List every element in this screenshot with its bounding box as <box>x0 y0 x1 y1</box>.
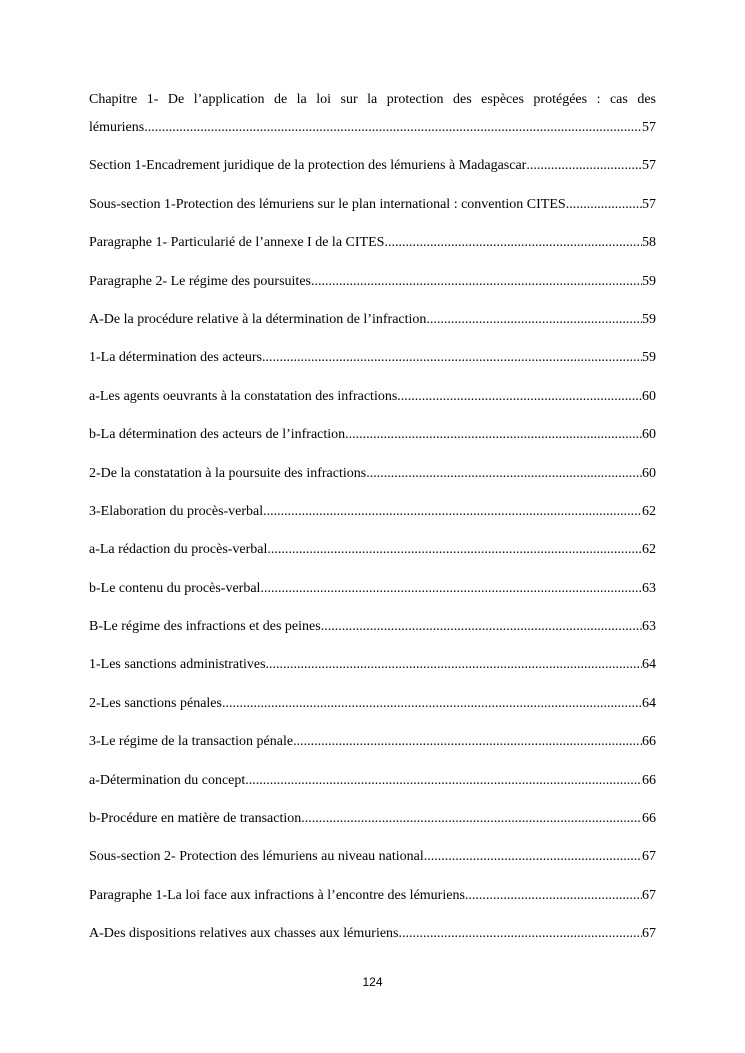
toc-entry-title: Paragraphe 1- Particularié de l’annexe I de la CITES <box>89 235 385 251</box>
toc-page-number: 60 <box>642 427 656 443</box>
dot-leader <box>397 385 642 409</box>
toc-entry <box>89 653 656 677</box>
toc-entry-title: a-La rédaction du procès-verbal <box>89 542 268 558</box>
toc-page-number: 64 <box>642 657 656 673</box>
toc-entry <box>89 577 656 601</box>
toc-entry-title: Paragraphe 2- Le régime des poursuites <box>89 273 311 289</box>
toc-page-number: 57 <box>642 158 656 174</box>
toc-entry <box>89 270 656 294</box>
dot-leader <box>144 116 642 140</box>
dot-leader <box>526 154 642 178</box>
dot-leader <box>260 577 642 601</box>
toc-entry-title: A-Des dispositions relatives aux chasses aux lémuriens <box>89 926 399 942</box>
toc-page-number: 63 <box>642 580 656 596</box>
toc-entry <box>89 845 656 869</box>
dot-leader <box>266 653 642 677</box>
dot-leader <box>465 884 642 908</box>
dot-leader <box>301 807 642 831</box>
toc-entry <box>89 615 656 639</box>
toc-entry <box>89 922 656 946</box>
toc-entry <box>89 769 656 793</box>
toc-page-number: 63 <box>642 619 656 635</box>
toc-entry-title: Sous-section 1-Protection des lémuriens sur le plan international : convention CITES <box>89 196 566 212</box>
toc-entry-title: b-Le contenu du procès-verbal <box>89 580 261 596</box>
toc-page-number: 59 <box>642 311 656 327</box>
toc-entry-title: 1-Les sanctions administratives <box>89 657 266 673</box>
toc-entry-title: 2-Les sanctions pénales <box>89 695 222 711</box>
page-number: 124 <box>362 975 383 989</box>
toc-entry <box>89 538 656 562</box>
toc-entry <box>89 807 656 831</box>
dot-leader <box>566 193 642 217</box>
toc-entry-title: 2-De la constatation à la poursuite des infractions <box>89 465 367 481</box>
toc-entry <box>89 308 656 332</box>
dot-leader <box>345 423 642 447</box>
dot-leader <box>293 730 642 754</box>
toc-page-number: 57 <box>642 196 656 212</box>
toc-entry-chapter-1 <box>89 88 656 140</box>
toc-page-number: 62 <box>642 542 656 558</box>
toc-page-number: 66 <box>642 811 656 827</box>
dot-leader <box>424 845 642 869</box>
toc-page-number: 59 <box>642 350 656 366</box>
toc-page-number: 67 <box>642 926 656 942</box>
toc-entry <box>89 462 656 486</box>
toc-page-number: 60 <box>642 465 656 481</box>
dot-leader <box>399 922 643 946</box>
toc-entry <box>89 231 656 255</box>
toc-entry-title: B-Le régime des infractions et des peines <box>89 619 321 635</box>
toc-page-number: 60 <box>642 388 656 404</box>
dot-leader <box>263 500 642 524</box>
toc-entry-title: a-Détermination du concept <box>89 772 246 788</box>
toc-page-number: 66 <box>642 734 656 750</box>
toc-page-number: 58 <box>642 235 656 251</box>
dot-leader <box>262 346 642 370</box>
toc-entry-title-line2: lémuriens <box>89 120 145 135</box>
toc-page-number: 59 <box>642 273 656 289</box>
toc-entry-title-line1: Chapitre 1- De l’application de la loi sur la protection des espèces protégées : cas des <box>89 92 656 107</box>
toc-entry <box>89 423 656 447</box>
toc-entry <box>89 193 656 217</box>
toc-entry <box>89 385 656 409</box>
toc-page-number: 57 <box>642 120 656 135</box>
toc-entry-title: Paragraphe 1-La loi face aux infractions à l’encontre des lémuriens <box>89 887 465 903</box>
dot-leader <box>426 308 642 332</box>
toc-entry <box>89 692 656 716</box>
dot-leader <box>384 231 642 255</box>
toc-entry-title: 3-Le régime de la transaction pénale <box>89 734 294 750</box>
toc-entry-title: a-Les agents oeuvrants à la constatation des infractions <box>89 388 398 404</box>
toc-page-number: 67 <box>642 849 656 865</box>
dot-leader <box>267 538 642 562</box>
toc-entry-title: b-La détermination des acteurs de l’infraction <box>89 427 346 443</box>
table-of-contents <box>89 88 656 961</box>
toc-entry-title: Sous-section 2- Protection des lémuriens au niveau national <box>89 849 424 865</box>
toc-entry <box>89 346 656 370</box>
toc-entry-title: 1-La détermination des acteurs <box>89 350 262 366</box>
toc-entry <box>89 500 656 524</box>
toc-entry-title: Section 1-Encadrement juridique de la protection des lémuriens à Madagascar <box>89 158 527 174</box>
toc-entry-title: A-De la procédure relative à la détermination de l’infraction <box>89 311 427 327</box>
toc-entry <box>89 730 656 754</box>
toc-page-number: 64 <box>642 695 656 711</box>
toc-entry-title: b-Procédure en matière de transaction <box>89 811 302 827</box>
toc-page-number: 62 <box>642 503 656 519</box>
toc-page-number: 67 <box>642 887 656 903</box>
dot-leader <box>321 615 642 639</box>
toc-entry-title: 3-Elaboration du procès-verbal <box>89 503 264 519</box>
dot-leader <box>222 692 642 716</box>
toc-entry <box>89 154 656 178</box>
toc-entry <box>89 884 656 908</box>
toc-page-number: 66 <box>642 772 656 788</box>
dot-leader <box>311 270 642 294</box>
dot-leader <box>245 769 642 793</box>
dot-leader <box>366 462 642 486</box>
